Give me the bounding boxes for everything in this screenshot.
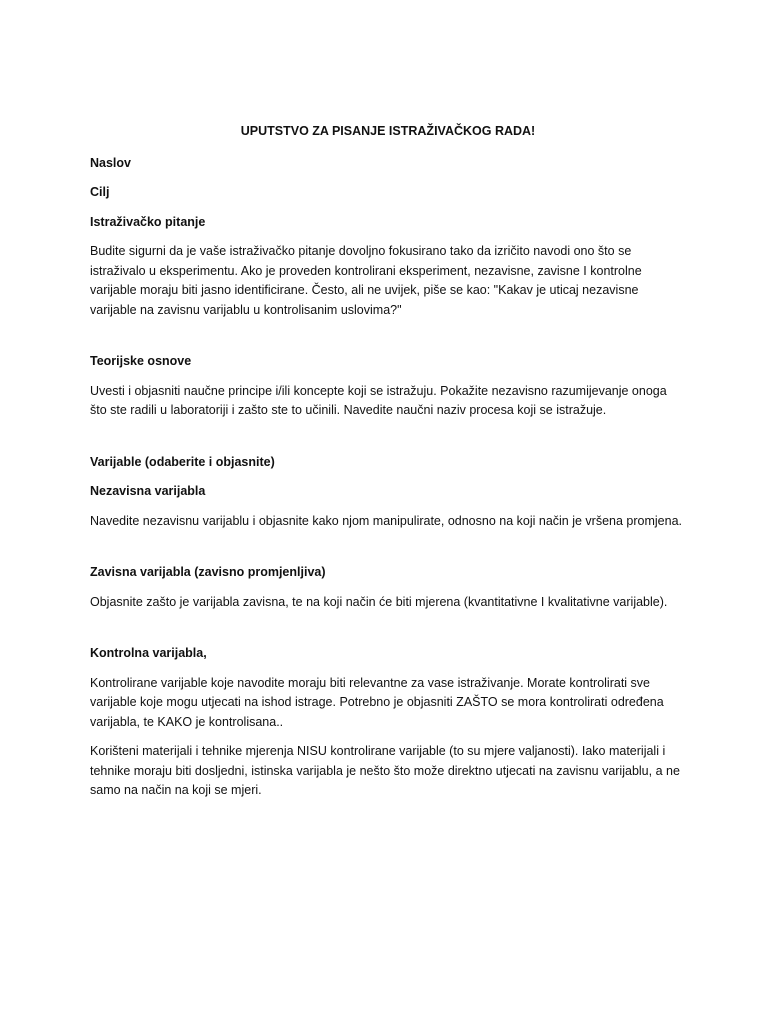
spacer	[90, 541, 686, 563]
document-title: UPUTSTVO ZA PISANJE ISTRAŽIVAČKOG RADA!	[240, 124, 536, 138]
heading-kontrolna-varijabla: Kontrolna varijabla,	[90, 646, 207, 660]
paragraph-istrazivacko-pitanje: Budite sigurni da je vaše istraživačko pitanje dovoljno fokusirano tako da izričito navodi ono što se istraživalo u eksperimentu. Ako je proveden kontrolirani eksperiment, nezavisne, zavisne I kontrolne varijable moraju biti jasno identificirane. Često, ali ne uvijek, piše se kao: "Kakav je uticaj nezavisne varijable na zavisnu varijablu u kontrolisanim uslovima?"	[90, 244, 642, 317]
heading-cilj: Cilj	[90, 185, 110, 199]
heading-teorijske-osnove: Teorijske osnove	[90, 354, 192, 368]
document-content	[90, 120, 686, 811]
heading-nezavisna-varijabla: Nezavisna varijabla	[90, 484, 206, 498]
spacer	[90, 431, 686, 453]
spacer	[90, 622, 686, 644]
heading-zavisna-varijabla: Zavisna varijabla (zavisno promjenljiva)	[90, 565, 326, 579]
spacer	[90, 330, 686, 352]
heading-naslov: Naslov	[90, 155, 131, 170]
paragraph-kontrolna-varijabla-2: Korišteni materijali i tehnike mjerenja NISU kontrolirane varijable (to su mjere valjanosti). Iako materijali i tehnike moraju biti dosljedni, istinska varijabla je nešto što može direktno utjecati na zavisnu varijablu, a ne samo na način na koji se mjeri.	[90, 744, 680, 797]
paragraph-zavisna-varijabla: Objasnite zašto je varijabla zavisna, te na koji način će biti mjerena (kvantitativne I kvalitativne varijable).	[90, 594, 668, 609]
paragraph-kontrolna-varijabla-1: Kontrolirane varijable koje navodite moraju biti relevantne za vase istraživanje. Morate kontrolirati sve varijable koje mogu utjecati na ishod istrage. Potrebno je objasniti ZAŠTO se mora kontrolirati određena varijabla, te KAKO je kontrolisana..	[90, 675, 664, 729]
paragraph-nezavisna-varijabla: Navedite nezavisnu varijablu i objasnite kako njom manipulirate, odnosno na koji način je vršena promjena.	[90, 513, 683, 528]
paragraph-teorijske-osnove: Uvesti i objasniti naučne principe i/ili koncepte koji se istražuju. Pokažite nezavisno razumijevanje onoga što ste radili u laboratoriji i zašto ste to učinili. Navedite naučni naziv procesa koji se istražuje.	[90, 383, 667, 417]
heading-varijable: Varijable (odaberite i objasnite)	[90, 454, 275, 469]
heading-istrazivacko-pitanje: Istraživačko pitanje	[90, 214, 206, 229]
